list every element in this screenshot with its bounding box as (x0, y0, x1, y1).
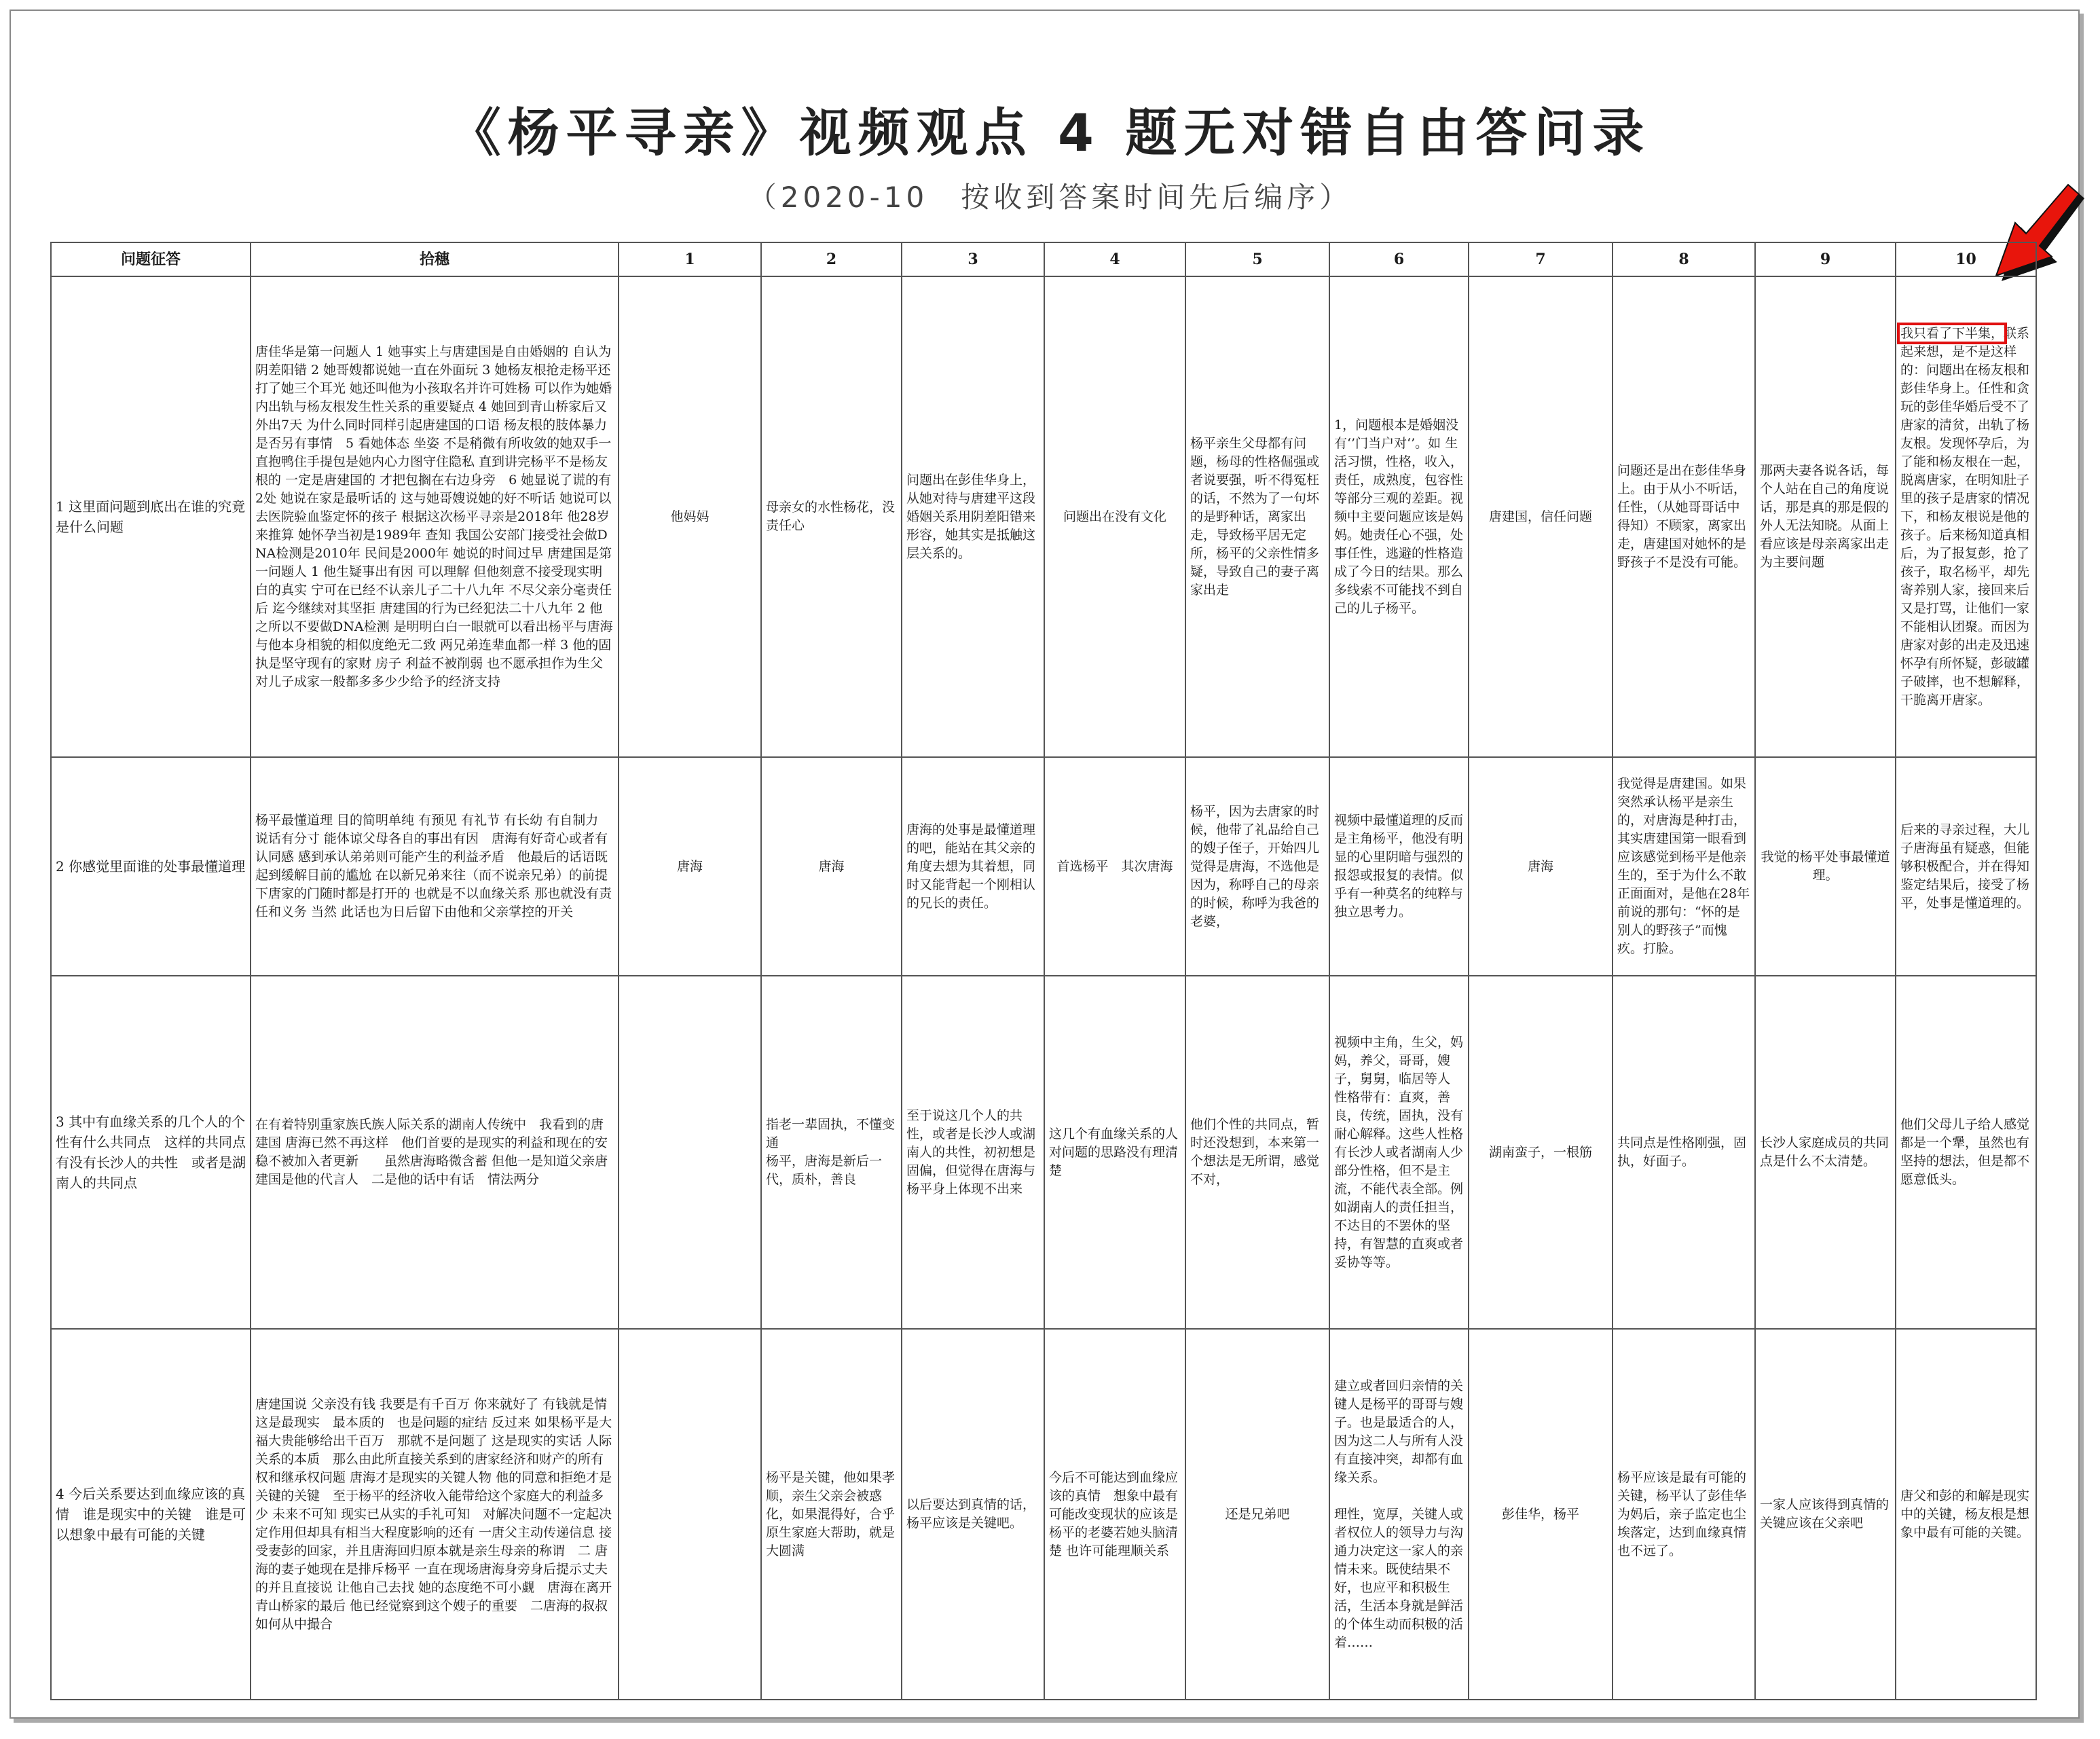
summary-cell: 唐建国说 父亲没有钱 我要是有千百万 你来就好了 有钱就是情 这是最现实 最本质的 也是问题的症结 反过来 如果杨平是大福大贵能够给出千百万 那就不是问题了 这是现实的实话 人际关系的本质 那么由此所直接关系到的唐家经济和财产的所有权和继承权问题 唐海才是现实的关键人物 他的同意和拒绝才是关键的关键 至于杨平的经济收入能带给这个家庭大的利益多少 未来不可知 现实已从实的手礼可知 对解决问题不一定起决定作用但却具有相当大程度影响的还有 一唐父主动传递信息 接受妻彭的回家，并且唐海回归原本就是亲生母亲的称谓 二 唐海的妻子她现在是排斥杨平 一直在现场唐海身旁身后提示丈夫的并且直接说 让他自己去找 她的态度绝不可小觑 唐海在离开青山桥家的最后 他已经觉察到这个嫂子的重要 二唐海的叔叔如何从中撮合 (251, 1329, 619, 1700)
answer-cell: 今后不可能达到血缘应该的真情 想象中最有可能改变现状的应该是杨平的老婆若她头脑清楚 也许可能理顺关系 (1044, 1329, 1185, 1700)
answer-cell: 唐海 (619, 757, 761, 976)
answer-cell: 共同点是性格刚强，固执，好面子。 (1613, 976, 1755, 1329)
header-respondent-7: 7 (1469, 242, 1613, 276)
answer-cell: 杨平，因为去唐家的时候，他带了礼品给自己的嫂子侄子，开始四儿觉得是唐海，不选他是因为，称呼自己的母亲的时候，称呼为我爸的老婆， (1185, 757, 1329, 976)
answer-cell (619, 1329, 761, 1700)
answer-cell: 一家人应该得到真情的关键应该在父亲吧 (1755, 1329, 1896, 1700)
answer-cell: 以后要达到真情的话，杨平应该是关键吧。 (902, 1329, 1044, 1700)
answer-cell: 杨平亲生父母都有问题，杨母的性格倔强或者说要强，听不得冤枉的话，不然为了一句坏的是野种话，离家出走，导致杨平居无定所，杨平的父亲性情多疑，导致自己的妻子离家出走 (1185, 276, 1329, 757)
answer-cell: 长沙人家庭成员的共同点是什么不太清楚。 (1755, 976, 1896, 1329)
answer-cell: 杨平应该是最有可能的关键，杨平认了彭佳华为妈后，亲子监定也尘埃落定，达到血缘真情也不远了。 (1613, 1329, 1755, 1700)
page-subtitle: （2020-10 按收到答案时间先后编序） (748, 181, 1352, 214)
answer-cell: 彭佳华，杨平 (1469, 1329, 1613, 1700)
question-cell: 2 你感觉里面谁的处事最懂道理 (51, 757, 251, 976)
header-respondent-3: 3 (902, 242, 1044, 276)
answer-cell: 唐建国，信任问题 (1469, 276, 1613, 757)
answer-cell: 他们个性的共同点，暂时还没想到，本来第一个想法是无所谓，感觉不对， (1185, 976, 1329, 1329)
answer-cell: 杨平是关键，他如果孝顺，亲生父亲会被惑化，如果混得好，合乎原生家庭大帮助，就是大圆满 (761, 1329, 902, 1700)
answer-cell: 那两夫妻各说各话，每个人站在自己的角度说话，那是真的那是假的外人无法知晓。从面上看应该是母亲离家出走为主要问题 (1755, 276, 1896, 757)
answer-cell: 问题还是出在彭佳华身上。由于从小不听话，任性，（从她哥哥话中得知）不顾家，离家出走，唐建国对她怀的是野孩子不是没有可能。 (1613, 276, 1755, 757)
answer-cell: 首选杨平 其次唐海 (1044, 757, 1185, 976)
answer-table (50, 242, 2037, 1700)
answer-cell (1896, 276, 2036, 757)
highlighted-text: 我只看了下半集， (1900, 325, 2004, 341)
question-cell: 4 今后关系要达到血缘应该的真情 谁是现实中的关键 谁是可以想象中最有可能的关键 (51, 1329, 251, 1700)
answer-cell: 还是兄弟吧 (1185, 1329, 1329, 1700)
answer-cell: 唐海的处事是最懂道理的吧，能站在其父亲的角度去想为其着想，同时又能背起一个刚相认的兄长的责任。 (902, 757, 1044, 976)
answer-cell: 他妈妈 (619, 276, 761, 757)
answer-cell: 1，问题根本是婚姻没有‘’门当户对‘’。如 生活习惯，性格，收入，责任，成熟度，包容性等部分三观的差距。视频中主要问题应该是妈妈。她责任心不强，处事任性，逃避的性格造成了今日的结果。那么多线索不可能找不到自己的儿子杨平。 (1329, 276, 1469, 757)
header-respondent-5: 5 (1185, 242, 1329, 276)
question-cell: 3 其中有血缘关系的几个人的个性有什么共同点 这样的共同点有没有长沙人的共性 或者是湖南人的共同点 (51, 976, 251, 1329)
answer-cell: 我觉的杨平处事最懂道理。 (1755, 757, 1896, 976)
header-respondent-2: 2 (761, 242, 902, 276)
answer-cell: 唐海 (761, 757, 902, 976)
summary-cell: 唐佳华是第一问题人 1 她事实上与唐建国是自由婚姻的 自认为阴差阳错 2 她哥嫂都说她一直在外面玩 3 她杨友根抢走杨平还打了她三个耳光 她还叫他为小孩取名并许可姓杨 可以作为她婚内出轨与杨友根发生性关系的重要疑点 4 她回到青山桥家后又外出7天 为什么同时同样引起唐建国的口语 杨友根的肢体暴力 是否另有事情 5 看她体态 坐姿 不是稍微有所收敛的她双手一直抱鸭住手提包是她内心力图守住隐私 直到讲完杨平不是杨友根的 一定是唐建国的 才把包搁在右边身旁 6 她显说了谎的有2处 她说在家是最听话的 这与她哥嫂说她的好不听话 她说可以去医院验血鉴定怀的孩子 根据这次杨平寻亲是2018年 他28岁来推算 她怀孕当初是1989年 查知 我国公安部门接受社会做DNA检测是2010年 民间是2000年 她说的时间过早 唐建国是第一问题人 1 他生疑事出有因 可以理解 但他刻意不接受现实明白的真实 宁可在已经不认亲儿子二十八九年 不尽父亲分毫责任后 迄今继续对其坚拒 唐建国的行为已经犯法二十八九年 2 他之所以不要做DNA检测 是明明白白一眼就可以看出杨平与唐海与他本身相貌的相似度绝无二致 两兄弟连辈血都一样 3 他的固执是坚守现有的家财 房子 利益不被削弱 也不愿承担作为生父对儿子成家一般都多多少少给予的经济支持 (251, 276, 619, 757)
header-respondent-9: 9 (1755, 242, 1896, 276)
answer-cell: 问题出在彭佳华身上，从她对待与唐建平这段婚姻关系用阴差阳错来形容，她其实是抵触这层关系的。 (902, 276, 1044, 757)
answer-cell: 唐父和彭的和解是现实中的关键，杨友根是想象中最有可能的关键。 (1896, 1329, 2036, 1700)
answer-cell: 视频中主角，生父，妈妈，养父，哥哥，嫂子，舅舅，临居等人 性格带有：直爽，善良，传统，固执，没有耐心解释。这些人性格有长沙人或者湖南人少部分性格，但不是主流，不能代表全部。例如湖南人的责任担当，不达目的不罢休的坚持，有智慧的直爽或者妥协等等。 (1329, 976, 1469, 1329)
header-respondent-1: 1 (619, 242, 761, 276)
answer-cell: 我觉得是唐建国。如果突然承认杨平是亲生的，对唐海是种打击，其实唐建国第一眼看到应该感觉到杨平是他亲生的，至于为什么不敢正面面对，是他在28年前说的那句：“怀的是别人的野孩子”而愧疚。打脸。 (1613, 757, 1755, 976)
answer-cell: 他们父母儿子给人感觉都是一个犟，虽然也有坚持的想法，但是都不愿意低头。 (1896, 976, 2036, 1329)
header-summary: 拾穗 (251, 242, 619, 276)
answer-cell: 这几个有血缘关系的人对问题的思路没有理清楚 (1044, 976, 1185, 1329)
table-row (51, 276, 2036, 757)
summary-cell: 在有着特别重家族氏族人际关系的湖南人传统中 我看到的唐建国 唐海已然不再这样 他们首要的是现实的利益和现在的安稳不被加入者更新 虽然唐海略微含蓄 但他一是知道父亲唐建国是他的代言人 二是他的话中有话 情法两分 (251, 976, 619, 1329)
table-row (51, 976, 2036, 1329)
answer-cell: 后来的寻亲过程，大儿子唐海虽有疑惑，但能够积极配合，并在得知鉴定结果后，接受了杨平，处事是懂道理的。 (1896, 757, 2036, 976)
answer-cell: 湖南蛮子，一根筋 (1469, 976, 1613, 1329)
answer-cell: 至于说这几个人的共性，或者是长沙人或湖南人的共性，初初想是固偏，但觉得在唐海与杨平身上体现不出来 (902, 976, 1044, 1329)
summary-cell: 杨平最懂道理 目的简明单纯 有预见 有礼节 有长幼 有自制力 说话有分寸 能体谅父母各自的事出有因 唐海有好奇心或者有认同感 感到承认弟弟则可能产生的利益矛盾 他最后的话语既起到缓解目前的尴尬 在以新兄弟来往（而不说亲兄弟）的前提下唐家的门随时都是打开的 也就是不以血缘关系 那也就没有责任和义务 当然 此话也为日后留下由他和父亲掌控的开关 (251, 757, 619, 976)
table-row (51, 1329, 2036, 1700)
answer-text: 联系起来想，是不是这样的：问题出在杨友根和彭佳华身上。任性和贪玩的彭佳华婚后受不了唐家的清贫，出轨了杨友根。发现怀孕后，为了能和杨友根在一起，脱离唐家，在明知肚子里的孩子是唐家的情况下，和杨友根说是他的孩子。后来杨知道真相后，为了报复彭，抢了孩子，取名杨平，却先寄养别人家，接回来后又是打骂，让他们一家不能相认团聚。而因为唐家对彭的出走及迅速怀孕有所怀疑，彭破罐子破摔，也不想解释，干脆离开唐家。 (1900, 325, 2030, 708)
header-respondent-6: 6 (1329, 242, 1469, 276)
answer-cell: 建立或者回归亲情的关键人是杨平的哥哥与嫂子。也是最适合的人，因为这二人与所有人没有直接冲突，却都有血缘关系。 理性，宽厚，关键人或者权位人的领导力与沟通力决定这一家人的亲情未来。既使结果不好，也应平和积极生活，生活本身就是鲜活的个体生动而积极的活着…… (1329, 1329, 1469, 1700)
answer-cell: 唐海 (1469, 757, 1613, 976)
header-respondent-8: 8 (1613, 242, 1755, 276)
header-question: 问题征答 (51, 242, 251, 276)
table-row (51, 757, 2036, 976)
answer-cell (619, 976, 761, 1329)
question-cell: 1 这里面问题到底出在谁的究竟是什么问题 (51, 276, 251, 757)
answer-cell: 母亲女的水性杨花，没责任心 (761, 276, 902, 757)
page-title: 《杨平寻亲》视频观点 4 题无对错自由答问录 (449, 103, 1651, 163)
header-respondent-4: 4 (1044, 242, 1185, 276)
answer-cell: 视频中最懂道理的反而是主角杨平，他没有明显的心里阴暗与强烈的报怨或报复的表情。似乎有一种莫名的纯粹与独立思考力。 (1329, 757, 1469, 976)
header-row (51, 242, 2036, 276)
answer-cell: 指老一辈固执，不懂变通 杨平，唐海是新后一代，质朴，善良 (761, 976, 902, 1329)
answer-cell: 问题出在没有文化 (1044, 276, 1185, 757)
header-respondent-10: 10 (1896, 242, 2036, 276)
